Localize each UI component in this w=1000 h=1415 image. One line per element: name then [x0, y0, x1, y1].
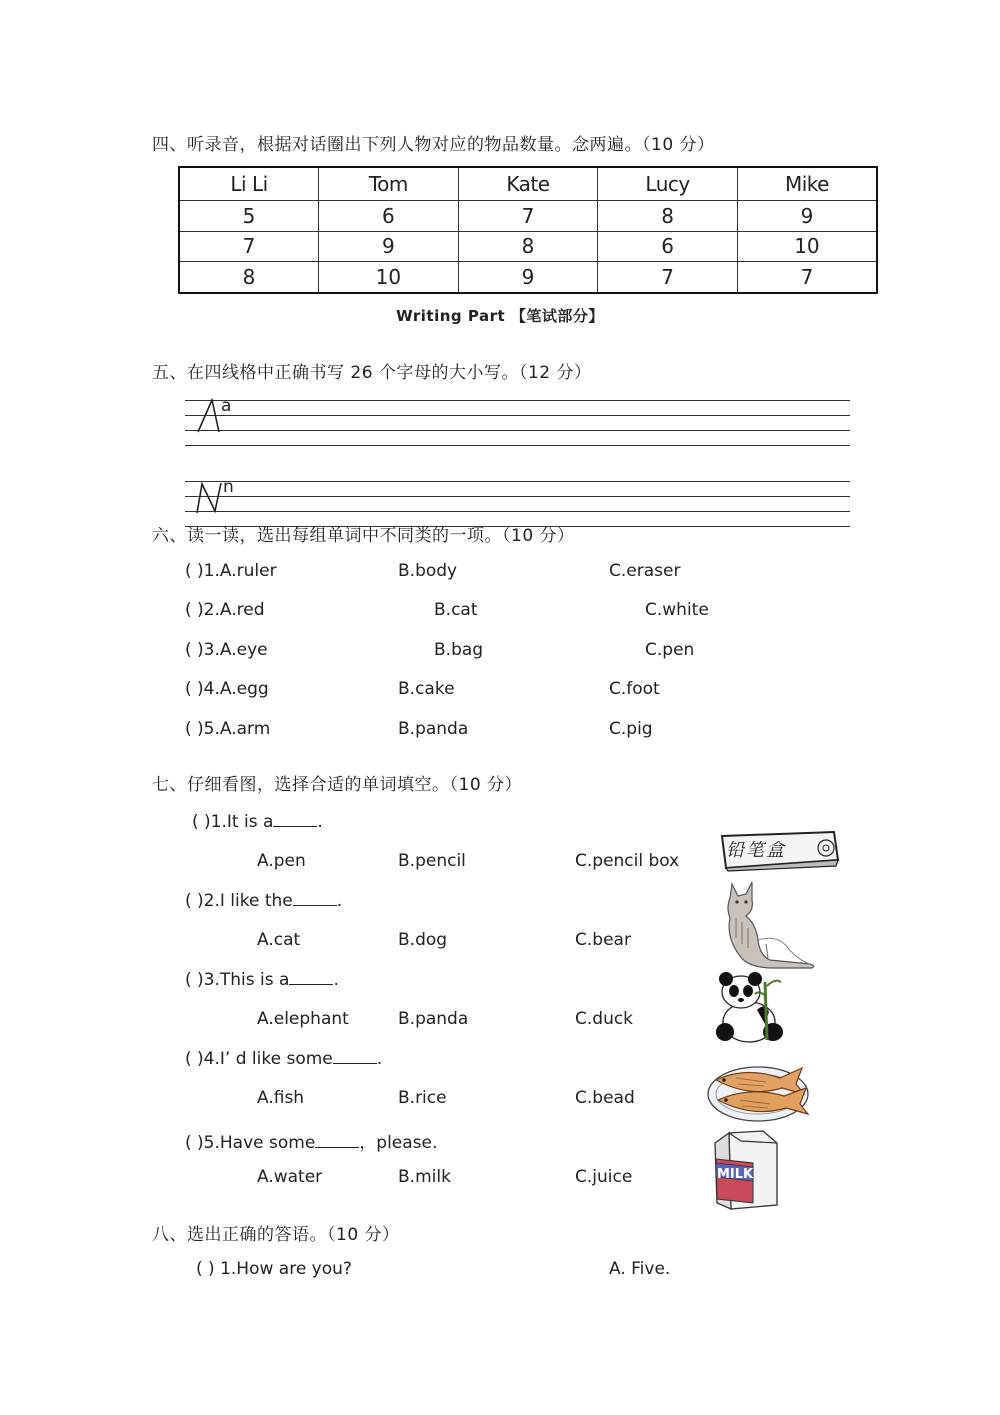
answer-blank[interactable] — [333, 1049, 377, 1064]
pencil-box-label: 铅笔盒 — [726, 840, 786, 861]
s8-q1: ( ) 1.How are you? — [196, 1259, 352, 1279]
s6-q2-b: B.cat — [434, 600, 478, 620]
handwritten-letter-n-upper — [193, 481, 227, 515]
s7-q4: ( )4.I’ d like some . — [185, 1049, 383, 1069]
s7-q1: ( )1.It is a . — [192, 812, 323, 832]
s7-q2: ( )2.I like the . — [185, 891, 343, 911]
s7-q5: ( )5.Have some ，please. — [185, 1133, 438, 1153]
s7-q3: ( )3.This is a . — [185, 970, 339, 990]
table-row — [179, 262, 877, 293]
table-cell[interactable]: 7 — [179, 231, 319, 262]
table-cell[interactable]: 7 — [598, 262, 738, 293]
table-cell[interactable]: 7 — [737, 262, 877, 293]
table-cell[interactable]: 9 — [458, 262, 598, 293]
cat-image — [718, 878, 818, 970]
s7-q3-a: A.elephant — [257, 1009, 349, 1029]
s7-q1-a: A.pen — [257, 851, 306, 871]
section5-heading: 五、在四线格中正确书写 26 个字母的大小写。（12 分） — [152, 363, 592, 383]
letter-n-lower: n — [223, 477, 234, 497]
answer-blank[interactable] — [293, 891, 337, 906]
section7-heading: 七、仔细看图，选择合适的单词填空。（10 分） — [152, 775, 523, 795]
s7-q1-c: C.pencil box — [575, 851, 680, 871]
milk-label: MILK — [717, 1167, 754, 1182]
table-cell[interactable]: 6 — [598, 231, 738, 262]
s6-q4-b: B.cake — [398, 679, 455, 699]
s7-q4-b: B.rice — [398, 1088, 447, 1108]
s6-q2-c: C.white — [645, 600, 709, 620]
s6-q2: ( )2.A.red — [185, 600, 265, 620]
table-cell[interactable]: 7 — [458, 201, 598, 232]
fish-plate-image — [706, 1058, 810, 1124]
pencil-box-image — [716, 830, 840, 872]
s6-q5: ( )5.A.arm — [185, 719, 271, 739]
section8-heading: 八、选出正确的答语。（10 分） — [152, 1225, 400, 1245]
s7-q2-b: B.dog — [398, 930, 448, 950]
letter-a-lower: a — [221, 396, 232, 416]
column-header: Li Li — [179, 167, 319, 201]
column-header: Tom — [319, 167, 459, 201]
table-cell[interactable]: 8 — [458, 231, 598, 262]
s6-q5-b: B.panda — [398, 719, 469, 739]
section6-heading: 六、读一读，选出每组单词中不同类的一项。（10 分） — [152, 526, 575, 546]
answer-blank[interactable] — [289, 970, 333, 985]
s6-q1-b: B.body — [398, 561, 458, 581]
table-cell[interactable]: 8 — [598, 201, 738, 232]
s6-q5-c: C.pig — [609, 719, 653, 739]
table-cell[interactable]: 5 — [179, 201, 319, 232]
table-cell[interactable]: 8 — [179, 262, 319, 293]
answer-blank[interactable] — [315, 1133, 359, 1148]
s7-q5-c: C.juice — [575, 1167, 633, 1187]
four-line-grid-1[interactable] — [185, 396, 850, 446]
s6-q1: ( )1.A.ruler — [185, 561, 277, 581]
s6-q4: ( )4.A.egg — [185, 679, 269, 699]
s7-q3-b: B.panda — [398, 1009, 469, 1029]
s7-q3-c: C.duck — [575, 1009, 634, 1029]
table-cell[interactable]: 6 — [319, 201, 459, 232]
s7-q5-a: A.water — [257, 1167, 323, 1187]
listening-table — [178, 166, 878, 294]
table-cell[interactable]: 9 — [737, 201, 877, 232]
s7-q5-b: B.milk — [398, 1167, 451, 1187]
table-header-row — [179, 167, 877, 201]
writing-part-title: Writing Part 【笔试部分】 — [396, 307, 604, 325]
table-row — [179, 201, 877, 232]
s8-q1-a: A. Five. — [609, 1259, 671, 1279]
table-cell[interactable]: 10 — [737, 231, 877, 262]
s7-q2-a: A.cat — [257, 930, 301, 950]
table-cell[interactable]: 10 — [319, 262, 459, 293]
s7-q4-a: A.fish — [257, 1088, 305, 1108]
section4-heading: 四、听录音，根据对话圈出下列人物对应的物品数量。念两遍。（10 分） — [152, 135, 715, 155]
table-row — [179, 231, 877, 262]
s7-q1-b: B.pencil — [398, 851, 466, 871]
answer-blank[interactable] — [273, 812, 317, 827]
s6-q4-c: C.foot — [609, 679, 660, 699]
s6-q1-c: C.eraser — [609, 561, 681, 581]
s6-q3: ( )3.A.eye — [185, 640, 268, 660]
s7-q2-c: C.bear — [575, 930, 631, 950]
column-header: Mike — [737, 167, 877, 201]
table-cell[interactable]: 9 — [319, 231, 459, 262]
s6-q3-b: B.bag — [434, 640, 484, 660]
s7-q4-c: C.bead — [575, 1088, 635, 1108]
column-header: Lucy — [598, 167, 738, 201]
panda-image — [715, 972, 791, 1044]
s6-q3-c: C.pen — [645, 640, 695, 660]
column-header: Kate — [458, 167, 598, 201]
